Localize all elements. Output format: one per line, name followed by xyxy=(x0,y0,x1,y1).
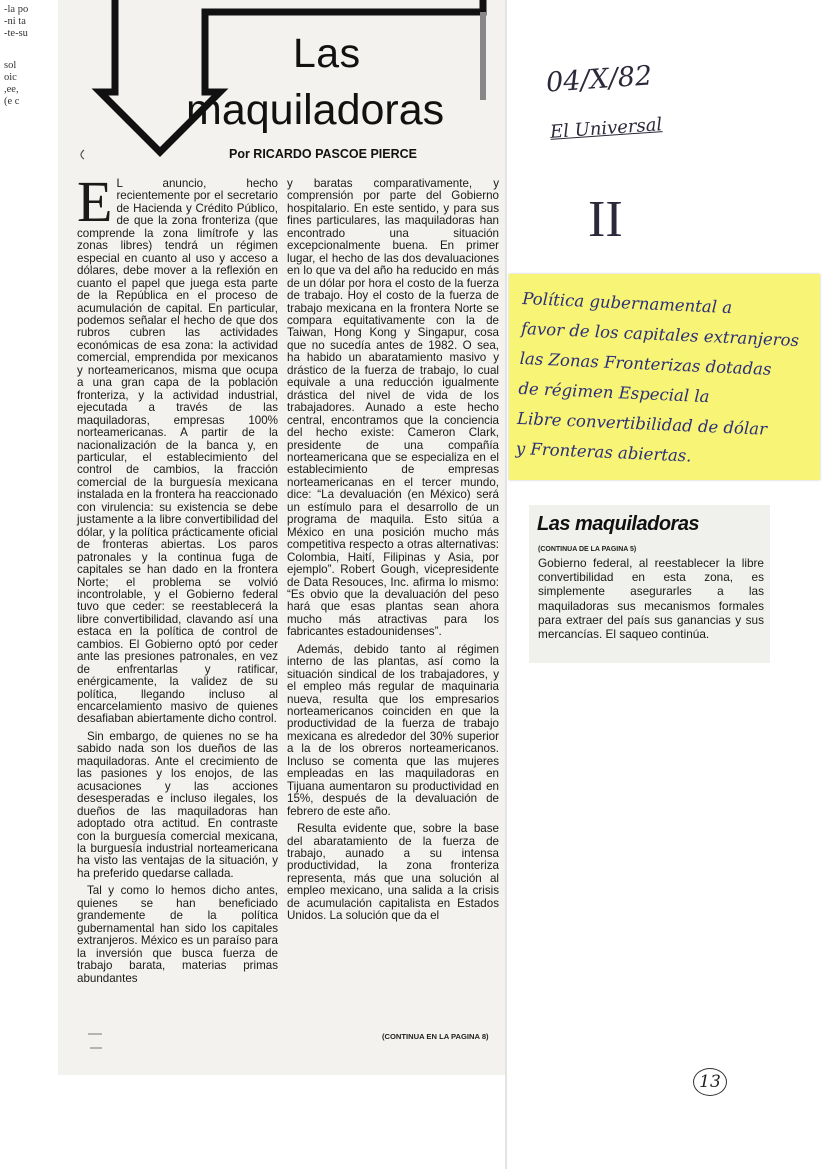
edge-fragment: sol xyxy=(4,60,17,71)
continuation-title: Las maquiladoras xyxy=(537,513,700,535)
article-paragraph: Resulta evidente que, sobre la base del abaratamiento de la fuerza de trabajo, aunado a su intensa productividad, la zona fronteriza representa, más que una solución al empleo mexicano, una salida a la crisis de acumulación capitalista en Estados Unidos. La solución que da el xyxy=(287,822,499,923)
page-number: 13 xyxy=(693,1068,727,1096)
sticky-note-text xyxy=(515,284,815,477)
handwritten-source: El Universal xyxy=(549,114,663,143)
article-title-line2: maquiladoras xyxy=(186,86,445,134)
note-line: favor de los capitales extranjeros xyxy=(520,318,800,351)
edge-fragment: -la po xyxy=(4,4,29,15)
note-line: Libre convertibilidad de dólar xyxy=(516,408,768,439)
edge-fragment: oic xyxy=(4,72,17,83)
article-paragraph: Además, debido tanto al régimen interno de las plantas, así como la situación sindical de los trabajadores, y el empleo más regular de maquinaria nueva, resulta que los empresarios norteamericanos coinciden en que la productividad de la fuerza de trabajo mexicana es alrededor del 30% superior a la de los obreros norteamericanos. Incluso se comenta que las mujeres empleadas en las maquiladoras en Tijuana aumentaron su productividad en 15%, después de la devaluación de febrero de este año. xyxy=(287,642,499,818)
continuation-body: Gobierno federal, al reestablecer la libre convertibilidad en esta zona, es simplemente asegurarles a las maquiladoras sus mecanismos formales para extraer del país sus ganancias y sus mercancías. El saqueo continúa. xyxy=(538,556,764,642)
article-paragraph: Tal y como lo hemos dicho antes, quienes se han beneficiado grandemente de la política gubernamental han sido los capitales extranjeros. México es un paraíso para la inversión que busca fuerza de trabajo barata, materias primas abundantes xyxy=(77,884,278,985)
note-line: las Zonas Fronterizas dotadas xyxy=(519,348,772,379)
edge-fragment: -te-su xyxy=(4,28,28,39)
edge-fragment: -ni ta xyxy=(4,16,26,27)
note-line: y Fronteras abiertas. xyxy=(515,438,692,466)
note-line: Política gubernamental a xyxy=(521,288,733,318)
note-line: de régimen Especial la xyxy=(518,378,710,407)
edge-scrap xyxy=(4,0,64,108)
article-title-line1: Las xyxy=(293,30,361,76)
continued-note: (CONTINUA EN LA PAGINA 8) xyxy=(382,1032,489,1041)
continuation-subtitle: (CONTINUA DE LA PAGINA 5) xyxy=(538,546,637,553)
article-byline: Por RICARDO PASCOE PIERCE xyxy=(229,147,417,161)
continuation-clipping xyxy=(529,505,770,663)
article-paragraph: y baratas comparativamente, y comprensión por parte del Gobierno hospitalario. En este sentido, y para sus fines particulares, las maquiladoras han encontrado una situación excepcionalmente buena. En primer lugar, el hecho de las dos devaluaciones en lo que va del año ha reducido en más de un dólar por hora el costo de la fuerza de trabajo. Hoy el costo de la fuerza de trabajo mexicana en la frontera Norte se compara equitativamente con la de Taiwan, Hong Kong y Singapur, cosa que no sucedía antes de 1982. O sea, ha habido un abaratamiento masivo y drástico de la fuerza de trabajo, lo cual equivale a una reducción igualmente drástica del nivel de vida de los trabajadores. Aunado a este hecho central, encontramos que la conciencia del hecho existe: Cameron Clark, presidente de una compañía norteamericana que se especializa en el establecimiento de empresas norteamericanas en el tercer mundo, dice: “La devaluación (en México) será un estímulo para el desarrollo de un programa de maquila. Esto sitúa a México en una posición mucho más competitiva respecto a otras alternativas: Colombia, Haití, Filipinas y Asia, por ejemplo”. Robert Gough, vicepresidente de Data Resouces, Inc. afirma lo mismo: “Es obvio que la devaluación del peso hará que esas plantas sean ahora mucho más atractivas para los fabricantes estadounidenses”. xyxy=(287,177,499,639)
edge-fragment: ,ee, xyxy=(4,84,19,95)
handwritten-date: 04/X/82 xyxy=(545,60,654,99)
article-paragraph: L anuncio, hecho recientemente por el secretario de Hacienda y Crédito Público, de que la zona fronteriza (que comprende la zona limítrofe y las zonas libres) tendrá un régimen especial en cuanto al uso y acceso a dólares, debe mover a la reflexión en cuanto el papel que juega esta parte de la República en el proceso de acumulación de capital. En particular, podemos señalar el hecho de que dos rubros cubren las actividades económicas de esa zona: la actividad comercial, emprendida por mexicanos y norteamericanos, misma que ocupa a una gran capa de la población fronteriza, y la actividad industrial, ejecutada a través de las maquiladoras, empresas 100% norteamericanas. A partir de la nacionalización de la banca y, en particular, el establecimiento del control de cambios, la fracción comercial de la burguesía mexicana instalada en la frontera ha reaccionado con virulencia: su existencia se debe justamente a la libre convertibilidad del dólar, y la política prácticamente oficial de fronteras abiertas. Los paros patronales y la continua fuga de capitales se han dado en la frontera Norte; el problema se volvió incontrolable, y el Gobierno federal tuvo que ceder: se reestablecerá la libre convertibilidad, clavando así una estaca en la política de control de cambios. El Gobierno optó por ceder ante las presiones patronales, en vez de enfrentarlas y ratificar, enérgicamente, la validez de su política, llegando incluso al encarcelamiento masivo de quienes desafiaban abiertamente dicho control. xyxy=(77,177,278,726)
sticky-note xyxy=(509,274,820,480)
article-column-2 xyxy=(287,178,499,928)
drop-cap: E xyxy=(77,169,113,234)
article-column-1 xyxy=(77,169,278,990)
handwritten-roman-numeral: II xyxy=(588,191,623,248)
edge-fragment: (e c xyxy=(4,96,20,107)
article-paragraph: Sin embargo, de quienes no se ha sabido nada son los dueños de las maquiladoras. Ante el crecimiento de las pasiones y los enojos, de las acusaciones y las acciones desesperadas e incluso ilegales, los dueños de las maquiladoras han adoptado otra actitud. En contraste con la burguesía comercial mexicana, la burguesía industrial norteamericana ha visto las ventajas de la situación, y ha preferido quedarse callada. xyxy=(77,729,278,880)
